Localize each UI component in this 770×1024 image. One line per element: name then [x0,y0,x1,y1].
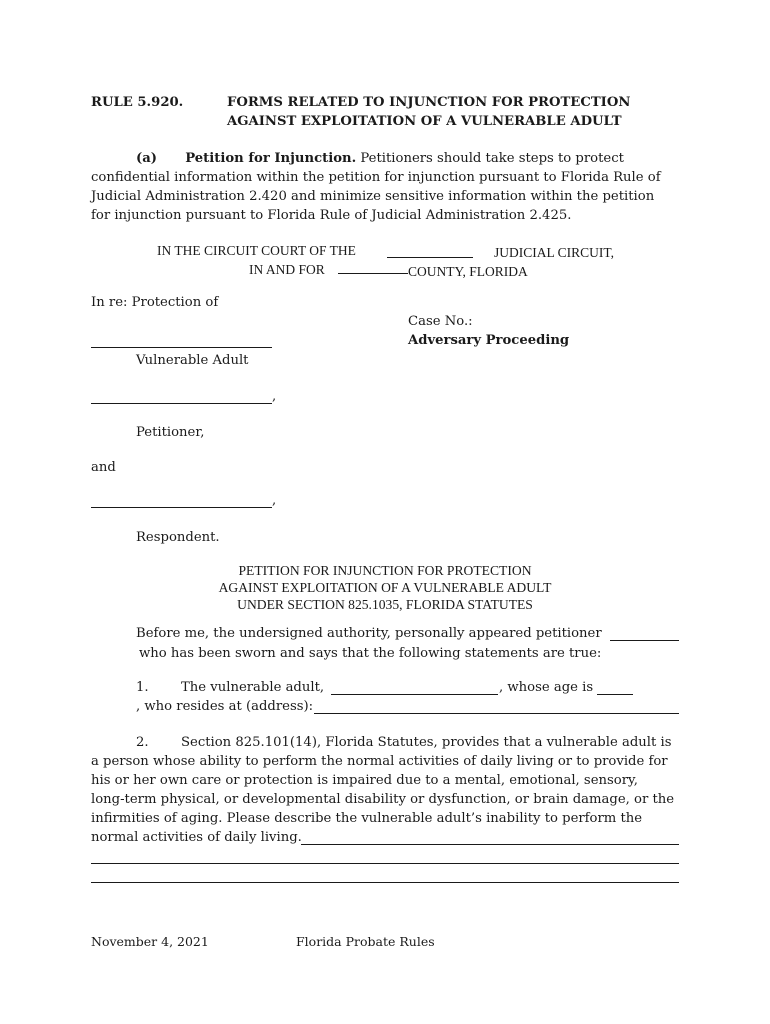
petition-title-line3: UNDER SECTION 825.1035, FLORIDA STATUTES [237,597,533,612]
item2-line1: Section 825.101(14), Florida Statutes, provides that a vulnerable adult is [181,735,672,750]
item2-line4: long-term physical, or developmental disability or dysfunction, or brain damage, or the [91,792,675,807]
respondent-blank[interactable] [91,507,272,508]
item2-line5: infirmities of aging. Please describe the vulnerable adult’s inability to perform the [91,811,643,826]
petitioner-comma: , [272,389,277,404]
petition-title-line1: PETITION FOR INJUNCTION FOR PROTECTION [238,563,532,578]
section-a-line1 [136,151,624,166]
petitioner-label: Petitioner, [136,425,205,440]
court-line2-b: COUNTY, FLORIDA [408,264,528,279]
respondent-label: Respondent. [136,530,220,545]
footer-source: Florida Probate Rules [296,934,435,949]
case-no-label: Case No.: [408,314,473,329]
item2-line6: normal activities of daily living. [91,830,302,845]
footer-date: November 4, 2021 [91,934,209,949]
respondent-comma: , [272,493,277,508]
county-blank[interactable] [338,273,408,274]
section-a-text: Petitioners should take steps to protect [360,151,624,166]
section-a-label: (a) [136,151,158,166]
description-blank-1[interactable] [301,844,679,845]
description-blank-3[interactable] [91,882,679,883]
description-blank-2[interactable] [91,863,679,864]
rule-title-line1: FORMS RELATED TO INJUNCTION FOR PROTECTION [227,95,631,110]
court-line2-a: IN AND FOR [249,262,325,277]
adversary-proceeding: Adversary Proceeding [408,333,570,348]
petitioner-blank[interactable] [91,403,272,404]
section-a-heading: Petition for Injunction. [185,151,357,166]
court-line1-b: JUDICIAL CIRCUIT, [494,245,614,260]
section-a-line4: for injunction pursuant to Florida Rule of Judicial Administration 2.425. [91,208,572,223]
rule-title-line2: AGAINST EXPLOITATION OF A VULNERABLE ADULT [227,114,622,129]
petitioner-name-blank[interactable] [610,640,679,641]
item2-number: 2. [136,735,149,750]
rule-number: RULE 5.920. [91,95,184,110]
item2-line2: a person whose ability to perform the normal activities of daily living or to provide for [91,754,668,769]
section-a-line3: Judicial Administration 2.420 and minimize sensitive information within the petition [91,189,655,204]
intro-line2: who has been sworn and says that the following statements are true: [139,646,602,661]
item1-number: 1. [136,680,149,695]
vulnerable-adult-label: Vulnerable Adult [136,353,249,368]
in-re-label: In re: Protection of [91,295,219,310]
item1-text-b: , whose age is [499,680,594,695]
age-blank[interactable] [597,694,633,695]
circuit-blank[interactable] [387,257,473,258]
and-label: and [91,460,116,475]
vulnerable-adult-blank[interactable] [91,347,272,348]
item1-line2: , who resides at (address): [136,699,314,714]
intro-line1: Before me, the undersigned authority, personally appeared petitioner [136,626,602,641]
item2-line3: his or her own care or protection is impaired due to a mental, emotional, sensory, [91,773,638,788]
court-line1-a: IN THE CIRCUIT COURT OF THE [157,243,356,258]
petition-title-line2: AGAINST EXPLOITATION OF A VULNERABLE ADULT [218,580,552,595]
address-blank[interactable] [314,713,679,714]
item1-text-a: The vulnerable adult, [181,680,325,695]
vulnerable-adult-name-blank[interactable] [331,694,498,695]
section-a-line2: confidential information within the petition for injunction pursuant to Florida Rule of [91,170,661,185]
